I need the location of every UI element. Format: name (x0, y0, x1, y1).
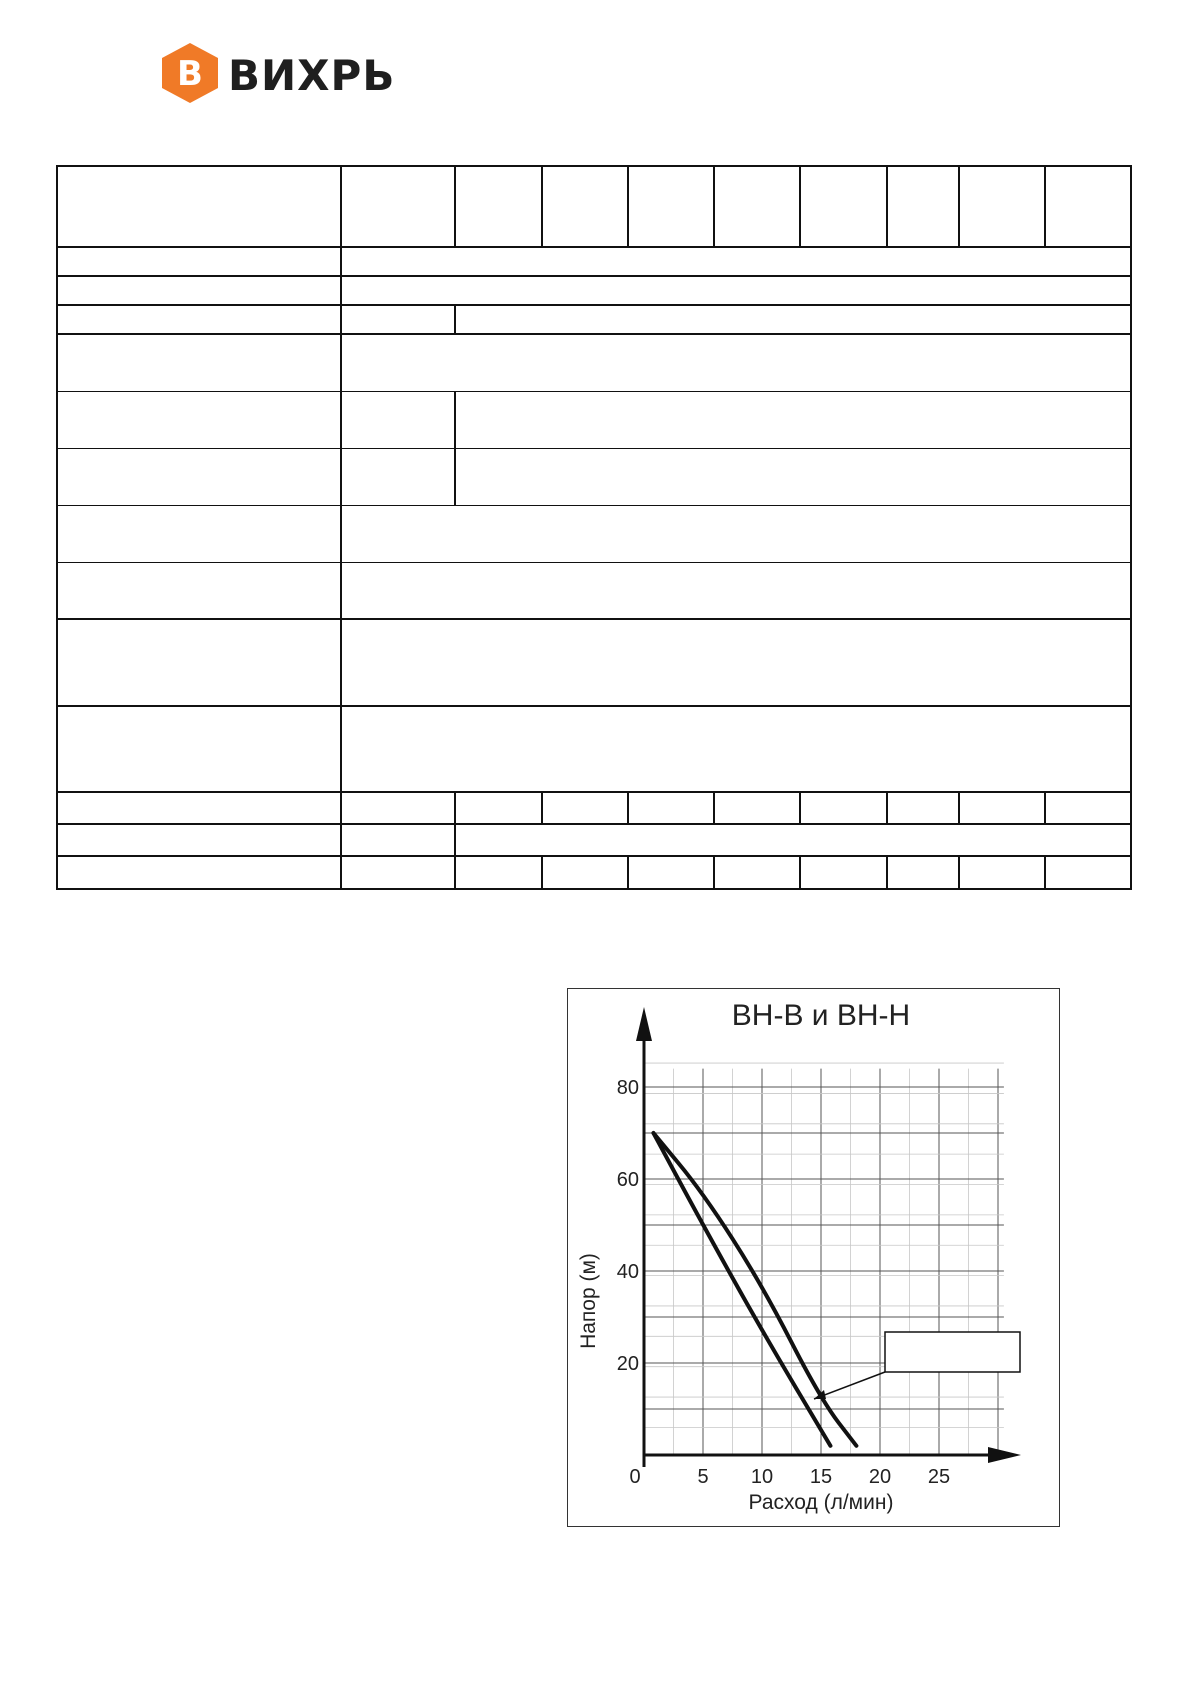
y-axis-arrow-icon (636, 1007, 652, 1041)
table-cell (341, 166, 455, 247)
x-tick-label: 10 (750, 1466, 774, 1488)
table-row (57, 706, 1131, 792)
table-cell (341, 824, 455, 856)
annotation-box (885, 1332, 1020, 1372)
chart-canvas (568, 989, 1059, 1526)
table-cell (455, 166, 542, 247)
table-row (57, 247, 1131, 276)
table-row (57, 619, 1131, 706)
table-cell (57, 824, 341, 856)
pump-curve-chart (567, 988, 1060, 1527)
pump-curve-1 (653, 1133, 830, 1446)
table-cell (57, 792, 341, 824)
table-cell (57, 305, 341, 334)
chart-title: ВН-В и ВН-Н (731, 999, 911, 1032)
table-cell (1045, 856, 1131, 889)
table-cell (800, 792, 887, 824)
table-cell (341, 391, 455, 448)
table-row (57, 856, 1131, 889)
spec-table (56, 165, 1132, 890)
table-cell (542, 166, 628, 247)
table-cell (341, 247, 1131, 276)
table-cell (341, 562, 1131, 619)
brand-mark-letter: В (177, 54, 203, 94)
x-tick-label: 20 (868, 1466, 892, 1488)
table-cell (341, 334, 1131, 391)
chart-axes (636, 1007, 1021, 1467)
brand-logo (158, 41, 428, 111)
table-cell (1045, 792, 1131, 824)
table-cell (57, 247, 341, 276)
table-cell (57, 619, 341, 706)
table-cell (714, 856, 800, 889)
table-cell (455, 448, 1131, 505)
table-cell (714, 792, 800, 824)
table-row (57, 305, 1131, 334)
table-cell (57, 276, 341, 305)
brand-name: ВИХРЬ (228, 51, 396, 100)
table-cell (542, 792, 628, 824)
table-cell (57, 706, 341, 792)
table-cell (714, 166, 800, 247)
table-header-row (57, 166, 1131, 247)
table-row (57, 391, 1131, 448)
table-cell (628, 792, 714, 824)
table-row (57, 448, 1131, 505)
y-tick-label: 20 (616, 1353, 639, 1375)
table-cell (341, 448, 455, 505)
x-tick-label: 25 (927, 1466, 951, 1488)
table-cell (57, 505, 341, 562)
table-cell (341, 792, 455, 824)
table-cell (341, 706, 1131, 792)
table-cell (887, 792, 959, 824)
table-cell (959, 166, 1045, 247)
table-cell (628, 856, 714, 889)
x-tick-label: 0 (629, 1466, 641, 1488)
table-cell (341, 856, 455, 889)
table-cell (455, 824, 1131, 856)
table-cell (341, 276, 1131, 305)
table-row (57, 276, 1131, 305)
y-tick-label: 80 (616, 1077, 639, 1099)
table-row (57, 505, 1131, 562)
table-row (57, 562, 1131, 619)
table-cell (57, 166, 341, 247)
table-cell (341, 505, 1131, 562)
table-cell (57, 448, 341, 505)
table-cell (887, 856, 959, 889)
y-tick-label: 40 (616, 1261, 639, 1283)
table-cell (455, 792, 542, 824)
table-cell (887, 166, 959, 247)
y-tick-label: 60 (616, 1169, 639, 1191)
table-row (57, 792, 1131, 824)
table-cell (1045, 166, 1131, 247)
table-cell (455, 856, 542, 889)
table-cell (542, 856, 628, 889)
brand-hexagon-icon (158, 41, 222, 105)
x-tick-label: 15 (809, 1466, 833, 1488)
table-cell (455, 305, 1131, 334)
table-cell (341, 619, 1131, 706)
table-cell (959, 856, 1045, 889)
table-cell (341, 305, 455, 334)
table-cell (628, 166, 714, 247)
table-cell (57, 562, 341, 619)
table-cell (57, 391, 341, 448)
table-cell (959, 792, 1045, 824)
y-axis-label: Напор (м) (577, 1253, 600, 1349)
x-tick-label: 5 (697, 1466, 709, 1488)
table-cell (57, 334, 341, 391)
table-row (57, 824, 1131, 856)
x-axis-arrow-icon (988, 1447, 1021, 1463)
table-cell (800, 856, 887, 889)
table-cell (57, 856, 341, 889)
table-row (57, 334, 1131, 391)
table-cell (455, 391, 1131, 448)
table-cell (800, 166, 887, 247)
x-axis-label: Расход (л/мин) (748, 1491, 894, 1514)
